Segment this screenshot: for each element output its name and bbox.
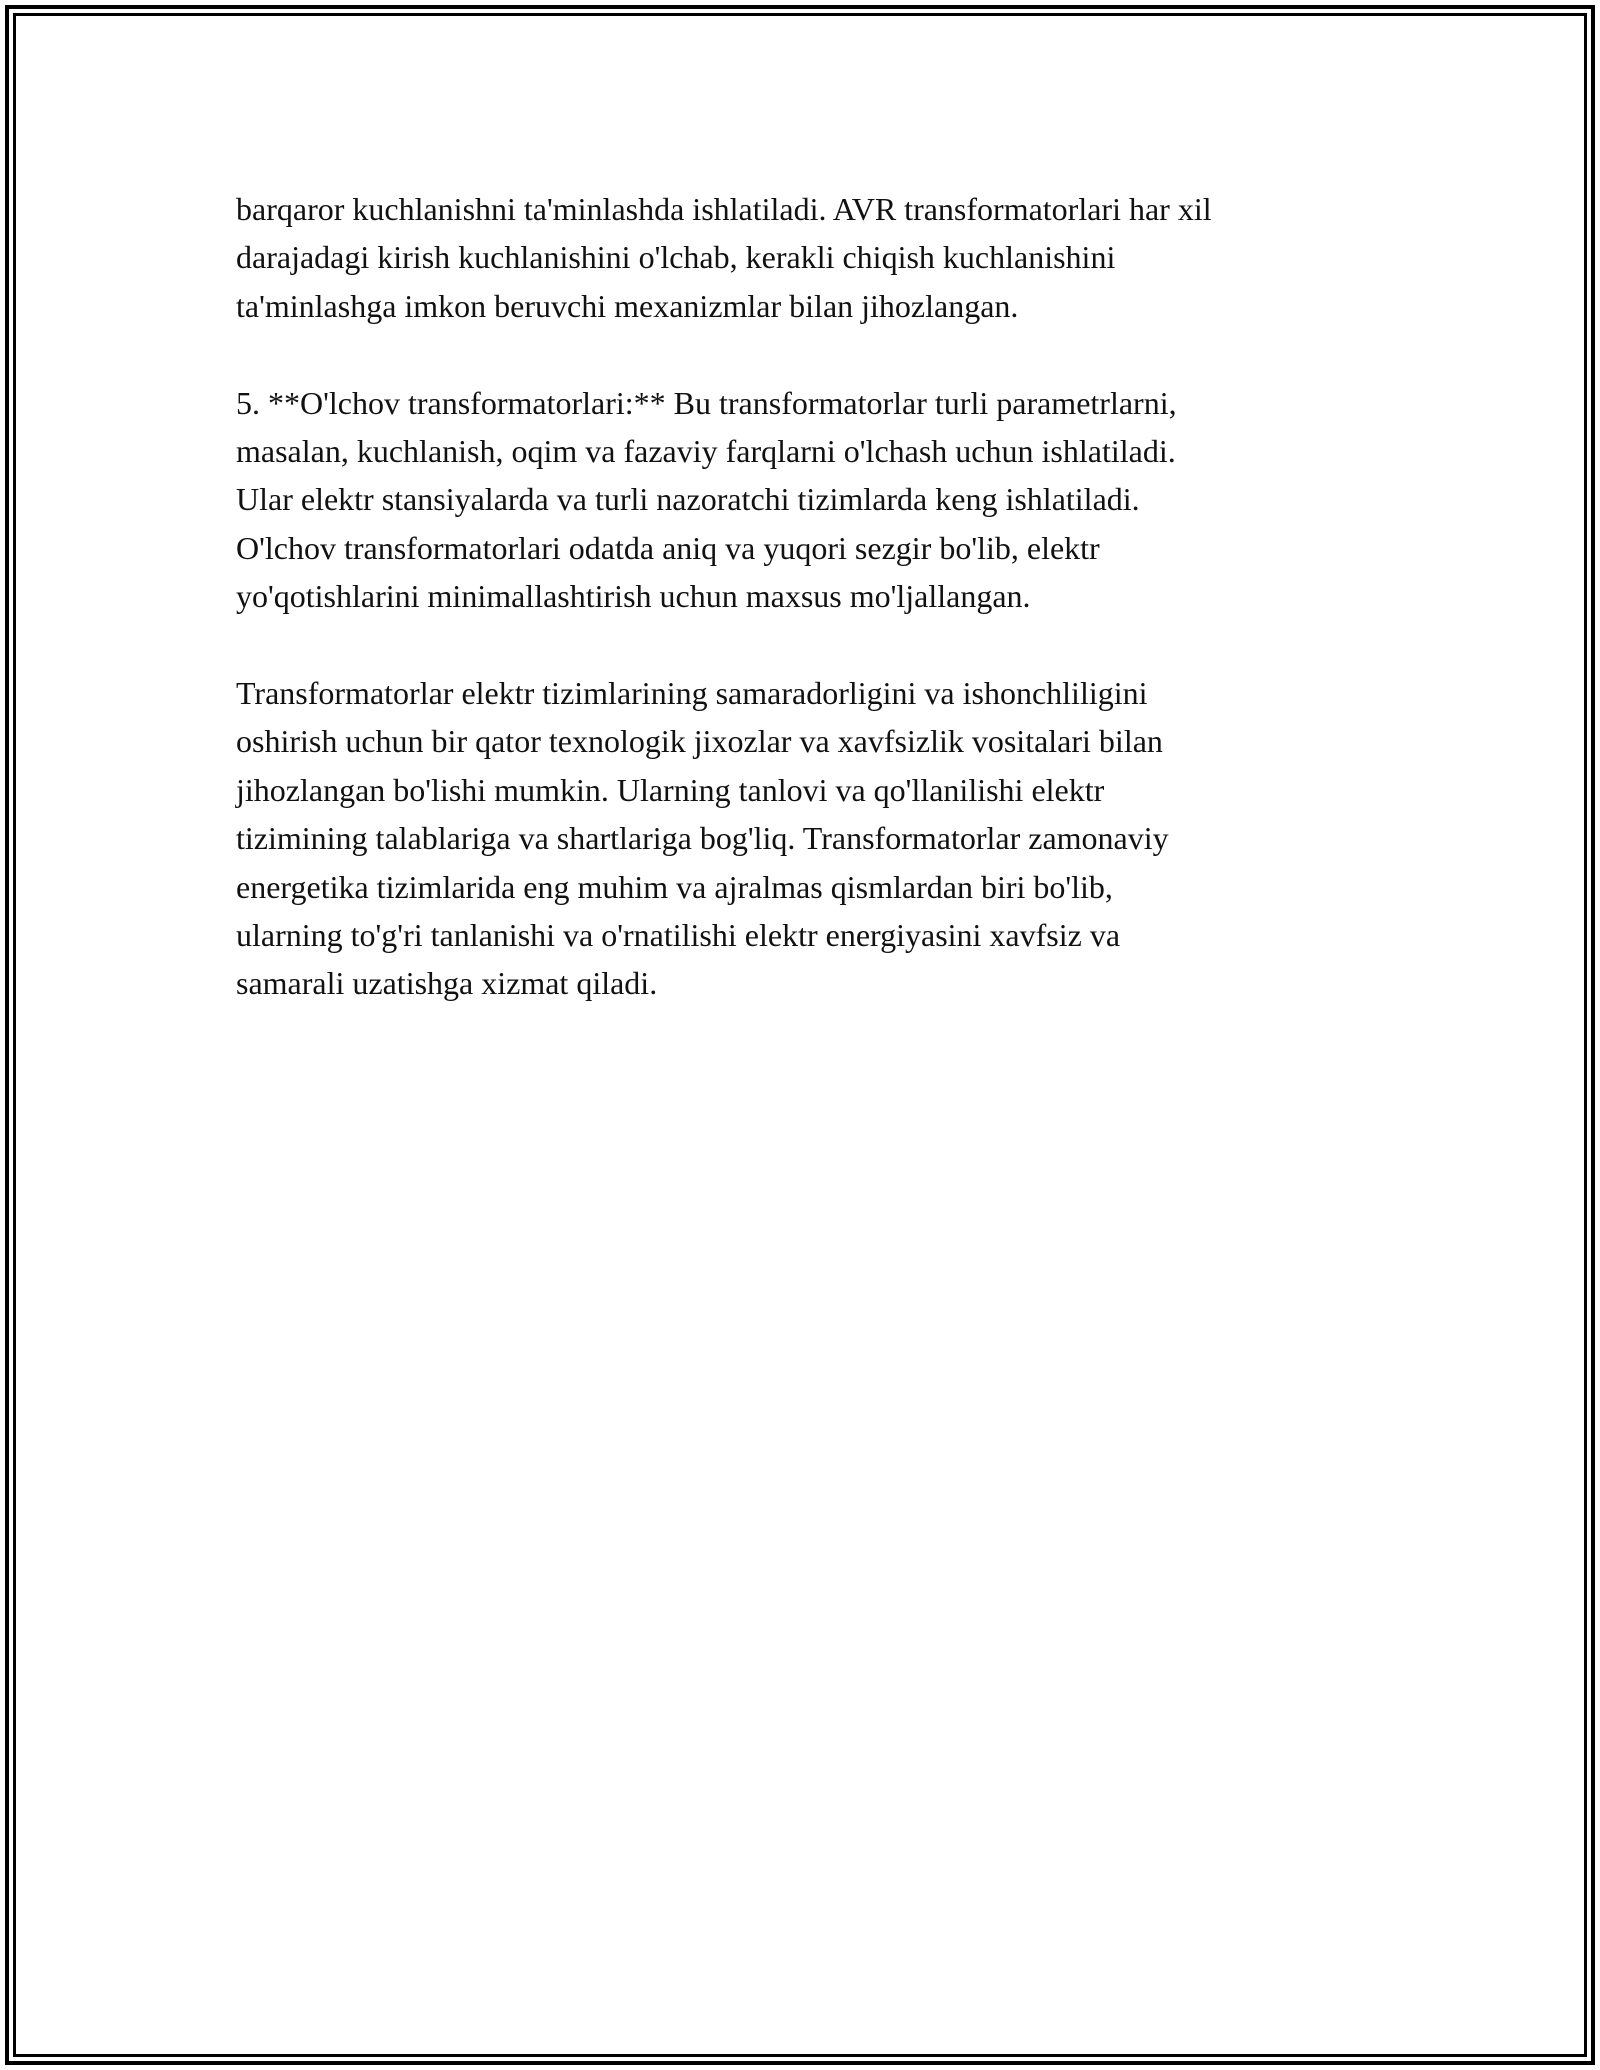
text-line: jihozlangan bo'lishi mumkin. Ularning tanlovi va qo'llanilishi elektr (236, 771, 1105, 808)
text-line: ta'minlashga imkon beruvchi mexanizmlar bilan jihozlangan. (236, 287, 1019, 324)
paragraph-1 (236, 185, 1386, 330)
text-line: yo'qotishlarini minimallashtirish uchun maxsus mo'ljallangan. (236, 578, 1031, 615)
text-line: 5. **O'lchov transformatorlari:** Bu transformatorlar turli parametrlarni, (236, 384, 1177, 421)
text-line: oshirish uchun bir qator texnologik jixozlar va xavfsizlik vositalari bilan (236, 723, 1163, 760)
text-line: tizimining talablariga va shartlariga bog'liq. Transformatorlar zamonaviy (236, 820, 1169, 857)
text-line: masalan, kuchlanish, oqim va fazaviy farqlarni o'lchash uchun ishlatiladi. (236, 433, 1176, 470)
text-line: Ular elektr stansiyalarda va turli nazoratchi tizimlarda keng ishlatiladi. (236, 481, 1140, 518)
text-line: samarali uzatishga xizmat qiladi. (236, 965, 658, 1002)
text-line: ularning to'g'ri tanlanishi va o'rnatilishi elektr energiyasini xavfsiz va (236, 917, 1121, 954)
text-line: energetika tizimlarida eng muhim va ajralmas qismlardan biri bo'lib, (236, 868, 1113, 905)
text-line: barqaror kuchlanishni ta'minlashda ishlatiladi. AVR transformatorlari har xil (236, 191, 1212, 227)
paragraph-3 (236, 669, 1386, 1008)
text-line: O'lchov transformatorlari odatda aniq va yuqori sezgir bo'lib, elektr (236, 529, 1100, 566)
document-body (236, 185, 1386, 1056)
text-line: Transformatorlar elektr tizimlarining samaradorligini va ishonchliligini (236, 675, 1148, 712)
text-line: darajadagi kirish kuchlanishini o'lchab, kerakli chiqish kuchlanishini (236, 239, 1116, 276)
paragraph-2 (236, 379, 1386, 621)
